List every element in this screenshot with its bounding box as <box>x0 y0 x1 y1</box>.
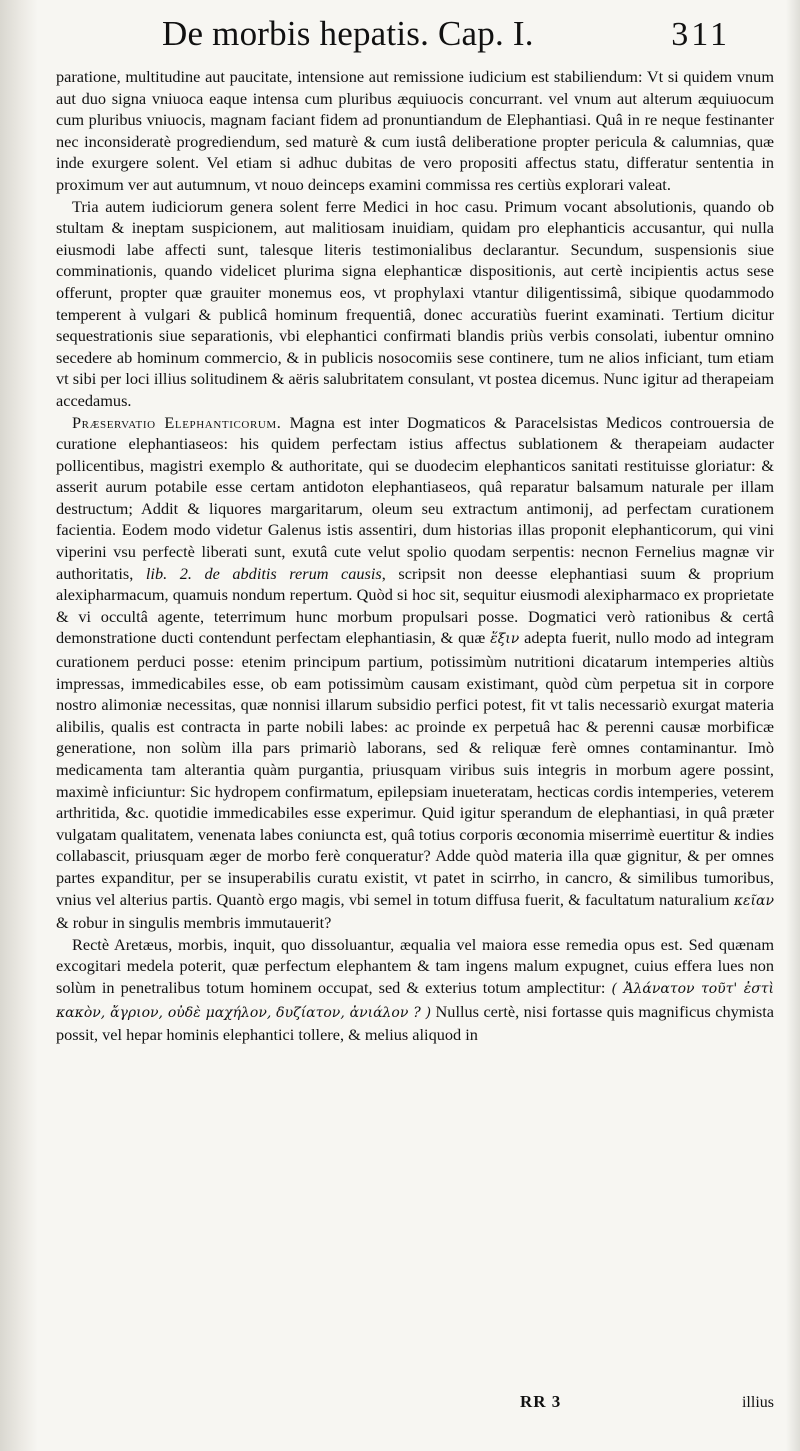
paragraph-preservation <box>56 412 774 934</box>
greek-term: κεῖαν <box>733 892 774 909</box>
catchword: illius <box>741 1394 774 1411</box>
paragraph-text: adepta fuerit, nullo modo ad integram curationem perduci posse: etenim principum partium, potissimùm nutritioni dicatarum intemperies altiùs impressas, immedicabiles esse, ob eam potissimùm causam existimant, quòd cùm perpetua sit in corpore nostro alimoniæ necessitas, quæ nonnisi illarum subsidio perfici potest, fit vt talis necessariò exurgat materia alibilis, qualis est contracta in parte nobili labes: ac proinde ex perpetuâ hac & perenni causæ morbificæ generatione, non solùm illa pars primariò laborans, sed & reliquæ ferè omnes contaminantur. Imò medicamenta tam alterantia quàm purgantia, priusquam viribus suis integris in morbum agere possint, maximè inficiuntur: Sic hydropem confirmatum, epilepsiam inueteratam, hecticas cordis intemperies, veterem arthritida, &c. quotidie immedicabiles esse experimur. Quid igitur sperandum de elephantiasi, in quâ præter vulgatam qualitatem, venenata labes coniuncta est, quâ totius corporis œconomia miserrimè euertitur & indies collabascit, priusquam æger de morbo ferè conqueratur? Adde quòd materia illa quæ gignitur, & per omnes partes expanditur, per se insuperabilis curatu existit, vt patet in scirrho, in cancro, & similibus tumoribus, vnius vel alterius partis. Quantò ergo magis, vbi semel in totum diffusa fuerit, & facultatum naturalium <box>56 628 775 909</box>
greek-term: ἕξιν <box>490 631 520 648</box>
page-footer <box>520 1392 774 1412</box>
paragraph-judgments: Tria autem iudiciorum genera solent ferre Medici in hoc casu. Primum vocant absolutionis, quando ob stultam & ineptam suspicionem, aut malitiosam inuidiam, quidam pro elephanticis accusantur, qui nulla eiusmodi labe affecti sunt, talesque literis testimonialibus declarantur. Secundum, suspensionis siue comminationis, quando videlicet plurima signa elephanticæ dispositionis, aut certè incipientis actus sese offerunt, propter quæ grauiter monemus eos, vt prophylaxi vtantur diligentissimâ, sibique quodammodo temperent à vulgari & publicâ hominum frequentiâ, donec accuratiùs fuerint examinati. Tertium dicitur sequestrationis siue separationis, vbi elephantici confirmati blandis priùs verbis consolati, iubentur omnino secedere ab hominum commercio, & in publicis nosocomiis sese continere, tum ne alios inficiant, tum etiam vt sibi per loci illius solitudinem & aëris salubritatem consulant, vt postea dicemus. Nunc igitur ad therapeiam accedamus. <box>56 196 774 410</box>
running-title: De morbis hepatis. Cap. I. <box>162 14 534 53</box>
page-body <box>56 66 774 1046</box>
page-header <box>162 14 730 64</box>
paragraph-text: Magna est inter Dogmaticos & Paracelsistas Medicos controuersia de curatione elephantiaseos: his quidem perfectam istius affectus sublationem & therapeiam audacter pollicentibus, magistri exemplo & authoritate, qui se duodecim elephanticos sanitati restituisse gloriatur: & asserit aurum potabile esse certam antidoton elephantiaseos, quâ reparatur balsamum naturale per illam destructum; Addit & liquores margaritarum, oleum seu extractum antimonij, ad perfectam curationem facientia. Eodem modo videtur Galenus istis assentiri, dum historias illas proponit elephanticorum, qui vini viperini vsu perfectè liberati sunt, exutâ cute velut spolio quodam serpentis: necnon Fernelius magnæ vir authoritatis, <box>56 412 774 583</box>
greek-quote: ( Ἀλάνατον τοῦτ' ἐστὶ κακὸν, ἄγριον, οὐδὲ μαχήλον, δυζίατον, ἀνιάλον ? ) <box>56 980 774 1021</box>
paragraph-aretaeus <box>56 934 774 1046</box>
paragraph-text: Nullus certè, nisi fortasse quis magnificus chymista possit, vel hepar hominis elephantici tollere, & melius aliquod in <box>56 1001 774 1045</box>
signature-mark: RR 3 <box>520 1392 562 1411</box>
paragraph-text: & robur in singulis membris immutauerit? <box>56 913 332 933</box>
paragraph-text: , scripsit non deesse elephantiasi suum & proprium alexipharmacum, quamuis nondum repertum. Quòd si hoc sit, sequitur eiusmodi alexipharmaco ex proprietate & vi occultâ agente, teterrimum hunc morbum propulsari posse. Dogmatici verò rationibus & certâ demonstratione ducti contendunt perfectam elephantiasin, & quæ <box>56 563 774 648</box>
paragraph-continuation: paratione, multitudine aut paucitate, intensione aut remissione iudicium est stabiliendum: Vt si quidem vnum aut duo signa vniuoca eaque intensa cum pluribus æquiuocis concurrant. vel vnum aut alterum æquiuocum cum pluribus vniuocis, magnam faciant fidem ad pronuntiandum de Elephantiasi. Quâ in re neque festinanter nec inconsideratè progrediendum, sed maturè & cum iustâ deliberatione propter pericula & calumnias, quæ inde exurgere solent. Vel etiam si adhuc dubitas de vero propositi affectus statu, differatur sententia in proximum ver aut autumnum, vt nouo deinceps examini commissa res certiùs explorari valeat. <box>56 67 774 194</box>
page-number: 311 <box>671 16 730 53</box>
paragraph-text: Rectè Aretæus, morbis, inquit, quo dissoluantur, æqualia vel maiora esse remedia opus est. Sed quænam excogitari medela poterit, quæ perfectum elephantem & tam ingens malum expugnet, cuius effera lues non solùm in penetralibus totum hominem occupat, sed & exterius totum amplectitur: <box>56 934 774 997</box>
section-heading: Præservatio Elephanticorum. <box>72 412 282 432</box>
page-edge-shadow <box>786 0 800 1451</box>
page-gutter-shadow <box>0 0 38 1451</box>
citation: lib. 2. de abditis rerum causis <box>145 563 382 583</box>
